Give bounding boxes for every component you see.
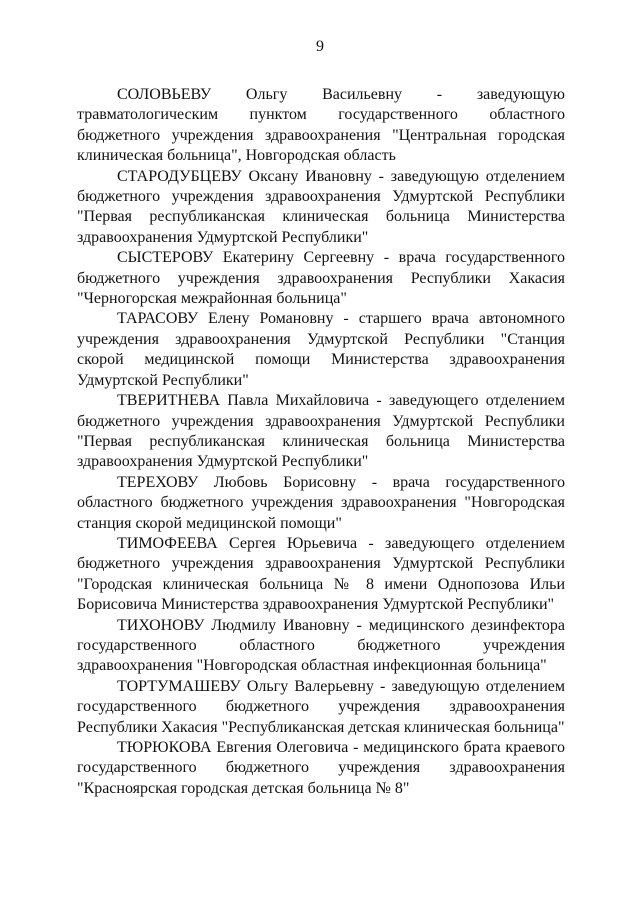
- list-item: СТАРОДУБЦЕВУ Оксану Ивановну - заведующую отделением бюджетного учреждения здравоохранения Удмуртской Республики "Первая республиканская клиническая больница Министерства здравоохранения Удмуртской Республики": [77, 167, 565, 246]
- list-item: ТЮРЮКОВА Евгения Олеговича - медицинского брата краевого государственного бюджетного учреждения здравоохранения "Красноярская городская детская больница № 8": [77, 739, 565, 797]
- list-item: ТАРАСОВУ Елену Романовну - старшего врача автономного учреждения здравоохранения Удмуртской Республики "Станция скорой медицинской помощи Министерства здравоохранения Удмуртской Республики": [77, 310, 565, 389]
- list-item: ТЕРЕХОВУ Любовь Борисовну - врача государственного областного бюджетного учреждения здравоохранения "Новгородская станция скорой медицинской помощи": [77, 473, 565, 532]
- list-item: СЫСТЕРОВУ Екатерину Сергеевну - врача государственного бюджетного учреждения здравоохранения Республики Хакасия "Черногорская межрайонная больница": [77, 249, 565, 308]
- list-item: ТИХОНОВУ Людмилу Ивановну - медицинского дезинфектора государственного областного бюджетного учреждения здравоохранения "Новгородская областная инфекционная больница": [77, 616, 565, 675]
- award-list: [77, 85, 565, 799]
- list-item: СОЛОВЬЕВУ Ольгу Васильевну - заведующую травматологическим пунктом государственного областного бюджетного учреждения здравоохранения "Центральная городская клиническая больница", Новгородская область: [77, 86, 565, 165]
- list-item: ТОРТУМАШЕВУ Ольгу Валерьевну - заведующую отделением государственного бюджетного учреждения здравоохранения Республики Хакасия "Республиканская детская клиническая больница": [77, 677, 565, 736]
- list-item: ТВЕРИТНЕВА Павла Михайловича - заведующего отделением бюджетного учреждения здравоохранения Удмуртской Республики "Первая республиканская клиническая больница Министерства здравоохранения Удмуртской Республики": [77, 392, 565, 471]
- list-item: ТИМОФЕЕВА Сергея Юрьевича - заведующего отделением бюджетного учреждения здравоохранения Удмуртской Республики "Городская клиническая больница № 8 имени Однопозова Ильи Борисовича Министерства здравоохранения Удмуртской Республики": [77, 534, 565, 614]
- page-number: 9: [316, 38, 324, 55]
